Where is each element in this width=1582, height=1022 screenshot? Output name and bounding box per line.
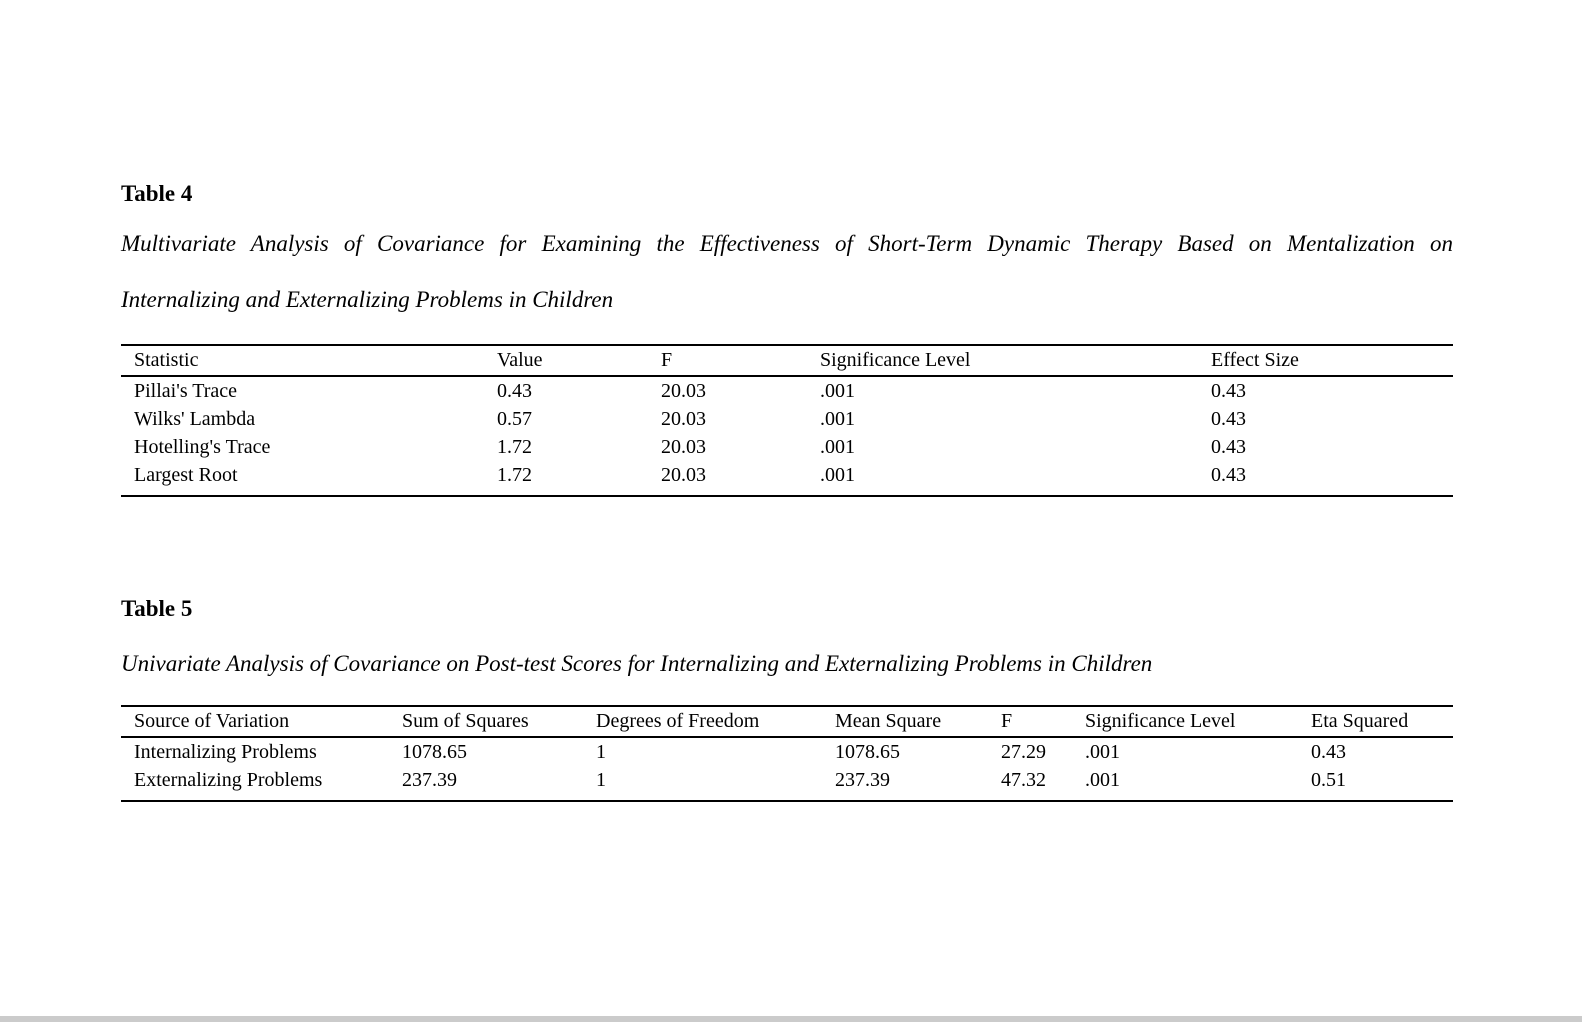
table-cell: 237.39 [402, 769, 457, 791]
table-cell: 237.39 [835, 769, 890, 791]
table-row [121, 433, 1453, 461]
table-row [121, 376, 1453, 405]
table4-caption-line1: Multivariate Analysis of Covariance for Examining the Effectiveness of Short-Term Dynamic Therapy Based on Mentalization on [121, 231, 1453, 256]
table5-caption: Univariate Analysis of Covariance on Post-test Scores for Internalizing and Externalizing Problems in Children [121, 651, 1153, 676]
table4-heading: Table 4 [121, 181, 193, 206]
table5-heading: Table 5 [121, 596, 193, 621]
table-cell: .001 [1085, 769, 1120, 791]
table-cell: 0.57 [497, 408, 532, 430]
column-header-degrees-of-freedom: Degrees of Freedom [596, 706, 835, 737]
table-cell: 0.43 [497, 380, 532, 402]
table-cell: 0.51 [1311, 769, 1346, 791]
table-cell: 27.29 [1001, 741, 1046, 763]
column-header-value: Value [497, 345, 661, 376]
table-cell: .001 [820, 436, 855, 458]
table-cell: Hotelling's Trace [134, 436, 271, 458]
table-cell: 20.03 [661, 380, 706, 402]
table-cell: .001 [1085, 741, 1120, 763]
table-cell: Externalizing Problems [134, 769, 323, 791]
table-row [121, 737, 1453, 766]
table5 [121, 705, 1453, 802]
column-header-f: F [661, 345, 820, 376]
table-row [121, 405, 1453, 433]
table-cell: 1 [596, 769, 606, 791]
column-header-sum-of-squares: Sum of Squares [402, 706, 596, 737]
table-cell: 1.72 [497, 464, 532, 486]
column-header-effect-size: Effect Size [1211, 345, 1453, 376]
table-row [121, 461, 1453, 496]
column-header-f: F [1001, 706, 1085, 737]
table-cell: 20.03 [661, 408, 706, 430]
table-cell: 1078.65 [402, 741, 467, 763]
table-cell: 0.43 [1311, 741, 1346, 763]
table-cell: .001 [820, 380, 855, 402]
table-row [121, 766, 1453, 801]
table-cell: Largest Root [134, 464, 238, 486]
column-header-source-of-variation: Source of Variation [121, 706, 402, 737]
table-cell: 1.72 [497, 436, 532, 458]
table-cell: Internalizing Problems [134, 741, 317, 763]
table-cell: Wilks' Lambda [134, 408, 256, 430]
table-cell: Pillai's Trace [134, 380, 238, 402]
table-cell: .001 [820, 408, 855, 430]
table4-container [121, 344, 1453, 497]
table-cell: 1 [596, 741, 606, 763]
table-cell: 0.43 [1211, 464, 1246, 486]
column-header-mean-square: Mean Square [835, 706, 1001, 737]
table-cell: 47.32 [1001, 769, 1046, 791]
table-cell: 20.03 [661, 464, 706, 486]
table4-header-row [121, 345, 1453, 376]
column-header-significance-level: Significance Level [820, 345, 1211, 376]
table-cell: 0.43 [1211, 380, 1246, 402]
table4-caption-line2: Internalizing and Externalizing Problems in Children [121, 287, 614, 312]
column-header-statistic: Statistic [121, 345, 497, 376]
table5-header-row [121, 706, 1453, 737]
table-cell: 0.43 [1211, 408, 1246, 430]
page-bottom-edge [0, 1016, 1582, 1022]
column-header-eta-squared: Eta Squared [1311, 706, 1453, 737]
table5-container [121, 705, 1453, 802]
table-cell: 20.03 [661, 436, 706, 458]
column-header-significance-level: Significance Level [1085, 706, 1311, 737]
table-cell: .001 [820, 464, 855, 486]
table-cell: 0.43 [1211, 436, 1246, 458]
table-cell: 1078.65 [835, 741, 900, 763]
table4 [121, 344, 1453, 497]
